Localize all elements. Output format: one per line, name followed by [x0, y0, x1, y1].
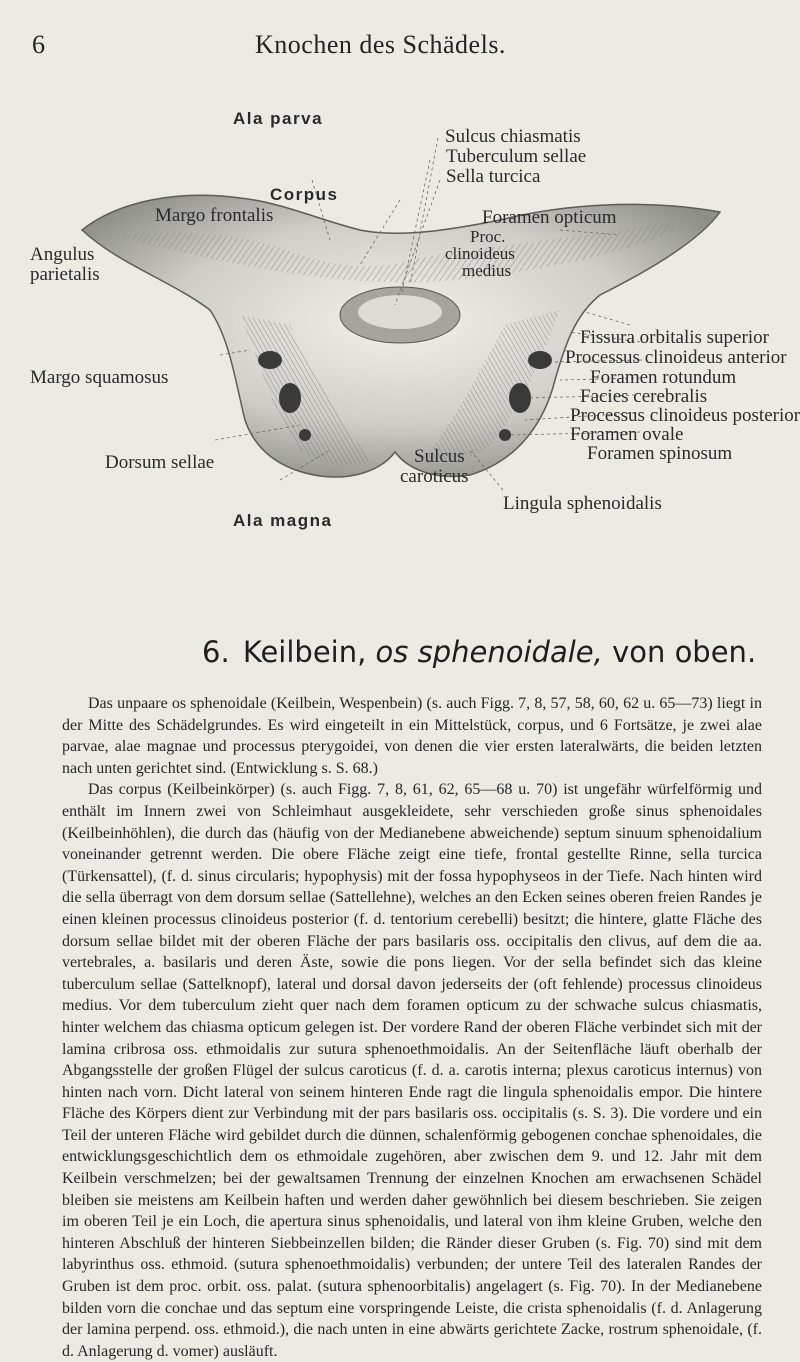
section-title: Keilbein,	[242, 635, 367, 669]
label-ala-magna: Ala magna	[233, 511, 333, 530]
label-lingula-sphenoidalis: Lingula sphenoidalis	[503, 493, 662, 514]
label-margo-frontalis: Margo frontalis	[155, 205, 274, 226]
label-processus-clinoideus-posterior: Processus clinoideus posterior	[570, 405, 800, 426]
label-foramen-opticum: Foramen opticum	[482, 207, 617, 228]
label-facies-cerebralis: Facies cerebralis	[580, 386, 708, 407]
paragraph: Das unpaare os sphenoidale (Keilbein, Wespenbein) (s. auch Figg. 7, 8, 57, 58, 60, 62 u. 65—73) liegt in der Mitte des Schädelgrundes. Es wird eingeteilt in ein Mittelstück, corpus, und 6 Fortsätze, je zwei alae parvae, alae magnae und processus pterygoidei, von denen die vier ersten lateralwärts, die beiden letzten nach unten gerichtet sind. (Entwicklung s. S. 68.)	[62, 695, 762, 777]
label-proc: Proc.	[470, 227, 506, 246]
sphenoid-bone-figure	[0, 80, 800, 600]
label-sulcus-chiasmatis: Sulcus chiasmatis	[445, 126, 581, 147]
label-processus-clinoideus-anterior: Processus clinoideus anterior	[565, 347, 787, 368]
section-number: 6.	[202, 635, 230, 669]
label-margo-squamosus: Margo squamosus	[30, 367, 169, 388]
label-fissura-orbitalis-superior: Fissura orbitalis superior	[580, 327, 769, 348]
label-corpus: Corpus	[270, 185, 339, 204]
running-title: Knochen des Schädels.	[255, 30, 506, 59]
label-foramen-ovale: Foramen ovale	[570, 424, 684, 445]
section-latin-name: os sphenoidale,	[375, 635, 603, 669]
paragraph: Das corpus (Keilbeinkörper) (s. auch Figg. 7, 8, 61, 62, 65—68 u. 70) ist ungefähr würfelförmig und enthält im Innern zwei von Schleimhaut ausgekleidete, sehr verschieden große sinus sphenoidales (Keilbeinhöhlen), die durch das (häufig von der Medianebene abweichende) septum sinuum sphenoidalium voneinander getrennt werden. Die obere Fläche zeigt eine tiefe, frontal gestellte Rinne, sella turcica (Türkensattel), (f. d. sinus circularis; hypophysis) mit der fossa hypophyseos in der Tiefe. Nach hinten wird die sella überragt von dem dorsum sellae (Sattellehne), welches an den Ecken seines oberen freien Randes je einen kleinen processus clinoideus posterior (f. d. tentorium cerebelli) besitzt; die hintere, glatte Fläche des dorsum sellae bildet mit der oberen Fläche der pars basilaris oss. occipitalis den clivus, auf dem die aa. vertebrales, a. basilaris und deren Äste, sowie die pons liegen. Vor der sella befindet sich das kleine tuberculum sellae (Sattelknopf), lateral und dorsal davon jederseits der (oft fehlende) processus clinoideus medius. Vor dem tuberculum zieht quer nach dem foramen opticum zu der schwache sulcus chiasmatis, hinter welchem das chiasma opticum gelegen ist. Der vordere Rand der oberen Fläche verbindet sich mit der lamina cribrosa oss. ethmoidalis zur sutura sphenoethmoidalis. An der Seitenfläche läuft oberhalb der Abgangsstelle der großen Flügel der sulcus caroticus (f. d. a. carotis interna; plexus caroticus internus) von hinten nach vorn. Dicht lateral von seinem hinteren Ende ragt die lingula sphenoidalis empor. Die hintere Fläche des Körpers dient zur Verbindung mit der pars basilaris oss. occipitalis (s. S. 3). Die vordere und ein Teil der unteren Fläche wird gebildet durch die dünnen, schalenförmig gebogenen conchae sphenoidales, die entwicklungsgeschichtlich dem os ethmoidale zugehören, aber zwischen dem 9. und 12. Jahr mit dem Keilbein verschmelzen; bei der gewaltsamen Trennung der einzelnen Knochen am erwachsenen Schädel bleiben sie meistens am Keilbein haften und werden daher gewöhnlich bei diesem beschrieben. Sie zeigen im oberen Teil je ein Loch, die apertura sinus sphenoidalis, und lateral von ihm kleine Gruben, welche den hinteren Abschluß der hinteren Siebbeinzellen bilden; die Ränder dieser Gruben (s. Fig. 70) sind mit dem labyrinthus oss. ethmoid. (sutura sphenoethmoidalis) verbunden; der untere Teil des lateralen Randes der Gruben ist dem proc. orbit. oss. palat. (sutura sphenoorbitalis) angelagert (s. Fig. 70). In der Medianebene bilden vorn die conchae und das septum eine vorspringende Leiste, die crista sphenoidalis (f. d. Anlagerung der lamina perpend. oss. ethmoid.), die nach unten in eine abwärts gerichtete Zacke, rostrum sphenoidale, (f. d. Anlagerung d. vomer) ausläuft.	[62, 781, 762, 1360]
label-foramen-rotundum: Foramen rotundum	[590, 367, 737, 388]
section-suffix: von oben.	[612, 635, 757, 669]
label-dorsum-sellae: Dorsum sellae	[105, 452, 215, 473]
page-number: 6	[32, 30, 45, 59]
label-sella-turcica: Sella turcica	[446, 166, 541, 187]
label-sulcus: Sulcus	[414, 446, 465, 467]
label-ala-parva: Ala parva	[233, 109, 324, 128]
page-header	[0, 30, 800, 58]
body-text	[62, 693, 762, 1362]
label-foramen-spinosum: Foramen spinosum	[587, 443, 733, 464]
label-angulus: Angulus	[30, 244, 95, 265]
section-heading	[202, 635, 756, 669]
label-tuberculum-sellae: Tuberculum sellae	[446, 146, 587, 167]
label-medius: medius	[462, 261, 512, 280]
label-parietalis: parietalis	[30, 264, 100, 285]
label-clinoideus: clinoideus	[445, 244, 515, 263]
label-caroticus: caroticus	[400, 466, 469, 487]
